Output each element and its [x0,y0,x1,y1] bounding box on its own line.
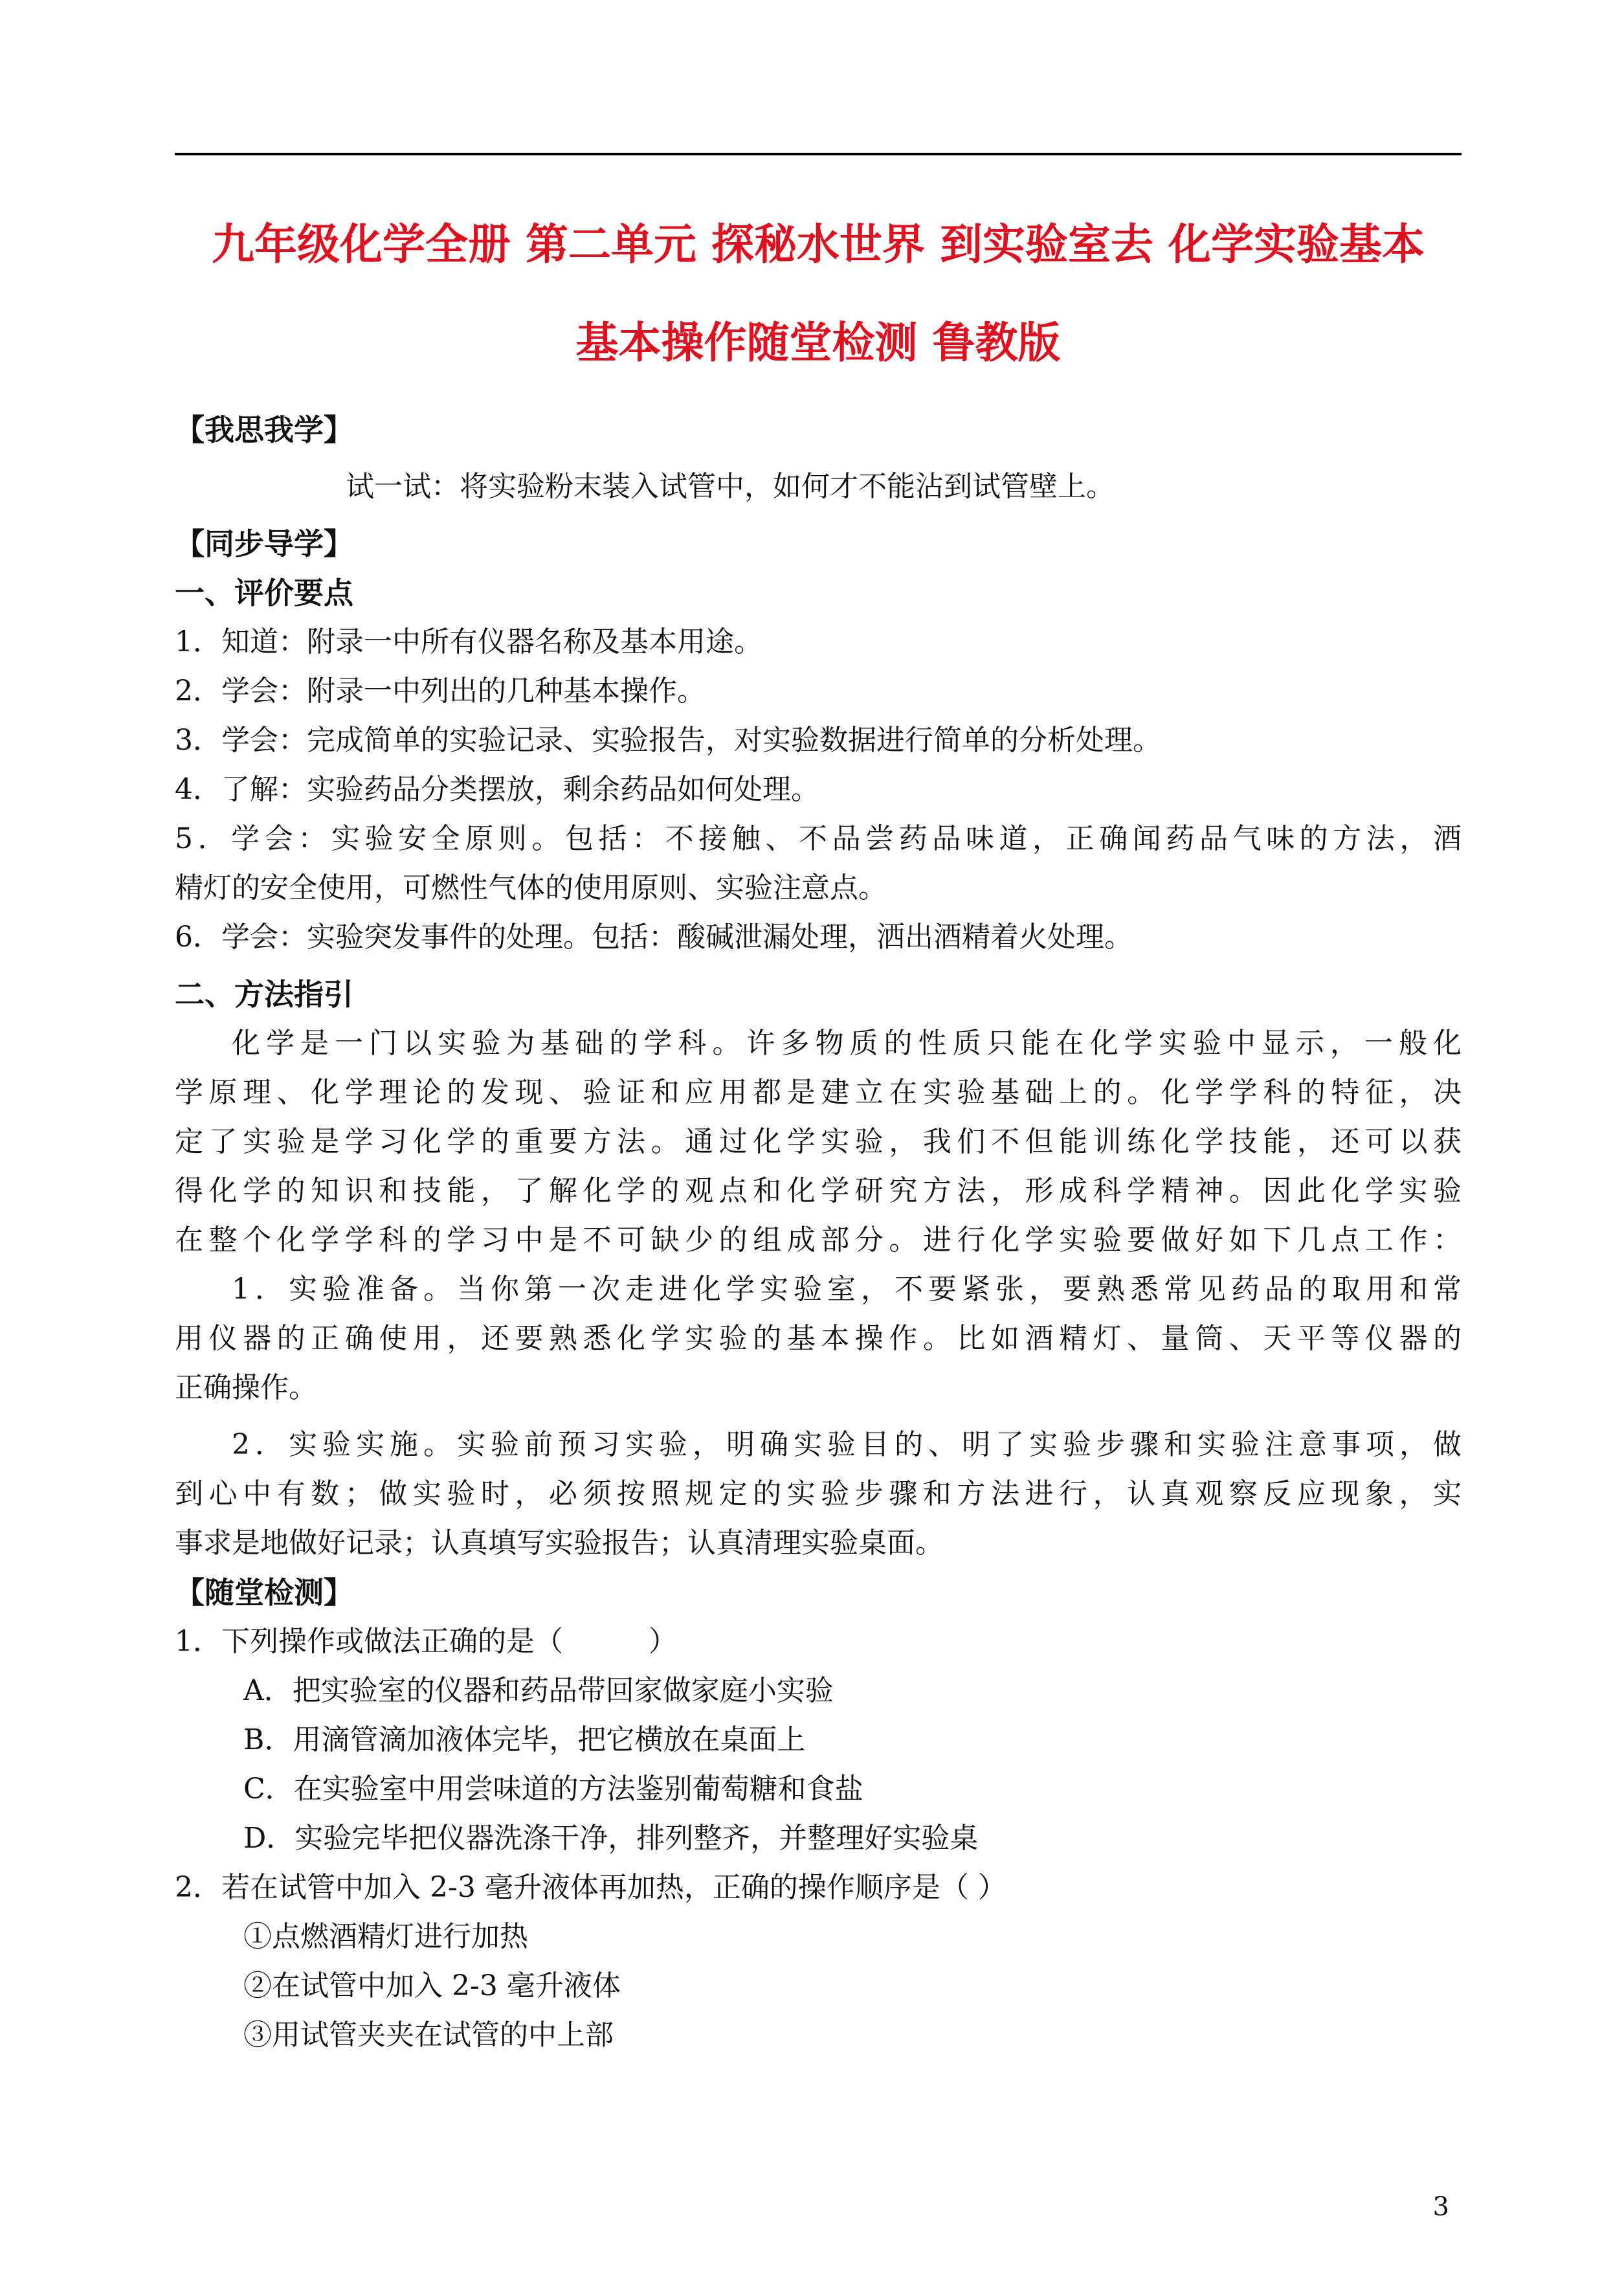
subheading-evaluation-points: 一、评价要点 [175,576,353,610]
question-1-option-d: D．实验完毕把仪器洗涤干净，排列整齐，并整理好实验桌 [243,1822,979,1855]
method-para-2-line-3: 正确操作。 [175,1371,317,1404]
method-para-3-line-2: 到心中有数；做实验时，必须按照规定的实验步骤和方法进行，认真观察反应现象，实 [175,1477,1462,1510]
document-body [175,405,1462,2060]
question-2-step-2: ②在试管中加入 2-3 毫升液体 [243,1969,621,2002]
question-1-option-c: C．在实验室中用尝味道的方法鉴别葡萄糖和食盐 [243,1773,863,1806]
section-heading-guide: 【同步导学】 [175,526,353,561]
method-para-3-line-1: 2．实验实施。实验前预习实验，明确实验目的、明了实验步骤和实验注意事项，做 [232,1428,1462,1461]
header-rule [175,153,1462,155]
method-para-1-line-1: 化学是一门以实验为基础的学科。许多物质的性质只能在化学实验中显示，一般化 [232,1027,1462,1060]
question-1-option-a: A．把实验室的仪器和药品带回家做家庭小实验 [243,1674,834,1707]
eval-item-1: 1．知道：附录一中所有仪器名称及基本用途。 [175,625,762,658]
method-para-3-line-3: 事求是地做好记录；认真填写实验报告；认真清理实验桌面。 [175,1527,944,1560]
eval-item-6: 6．学会：实验突发事件的处理。包括：酸碱泄漏处理，洒出酒精着火处理。 [175,921,1133,954]
question-1-stem: 1．下列操作或做法正确的是（ ） [175,1625,677,1658]
question-2-step-1: ①点燃酒精灯进行加热 [243,1920,528,1953]
method-para-1-line-4: 得化学的知识和技能，了解化学的观点和化学研究方法，形成科学精神。因此化学实验 [175,1174,1462,1207]
eval-item-5-cont: 精灯的安全使用，可燃性气体的使用原则、实验注意点。 [175,871,887,904]
subheading-method-guide: 二、方法指引 [175,977,353,1012]
think-prompt: 试一试：将实验粉末装入试管中，如何才不能沾到试管壁上。 [346,470,1115,503]
method-para-1-line-5: 在整个化学学科的学习中是不可缺少的组成部分。进行化学实验要做好如下几点工作： [175,1224,1462,1257]
question-2-stem: 2．若在试管中加入 2-3 毫升液体再加热，正确的操作顺序是（ ） [175,1871,1007,1904]
document-title-line-1: 九年级化学全册 第二单元 探秘水世界 到实验室去 化学实验基本 [212,219,1425,269]
method-para-2-line-2: 用仪器的正确使用，还要熟悉化学实验的基本操作。比如酒精灯、量筒、天平等仪器的 [175,1322,1462,1355]
page-number: 3 [1432,2192,1449,2222]
document-title-line-2: 基本操作随堂检测 鲁教版 [575,318,1061,368]
method-para-1-line-2: 学原理、化学理论的发现、验证和应用都是建立在实验基础上的。化学学科的特征，决 [175,1076,1462,1109]
section-heading-think: 【我思我学】 [175,412,353,447]
eval-item-3: 3．学会：完成简单的实验记录、实验报告，对实验数据进行简单的分析处理。 [175,724,1161,757]
eval-item-4: 4．了解：实验药品分类摆放，剩余药品如何处理。 [175,773,819,806]
eval-item-2: 2．学会：附录一中列出的几种基本操作。 [175,675,706,708]
eval-item-5: 5．学会：实验安全原则。包括：不接触、不品尝药品味道，正确闻药品气味的方法，酒 [175,822,1462,855]
method-para-2-line-1: 1．实验准备。当你第一次走进化学实验室，不要紧张，要熟悉常见药品的取用和常 [232,1273,1462,1306]
question-2-step-3: ③用试管夹夹在试管的中上部 [243,2019,614,2052]
method-para-1-line-3: 定了实验是学习化学的重要方法。通过化学实验，我们不但能训练化学技能，还可以获 [175,1125,1462,1158]
question-1-option-b: B．用滴管滴加液体完毕，把它横放在桌面上 [243,1723,806,1756]
section-heading-test: 【随堂检测】 [175,1575,353,1610]
